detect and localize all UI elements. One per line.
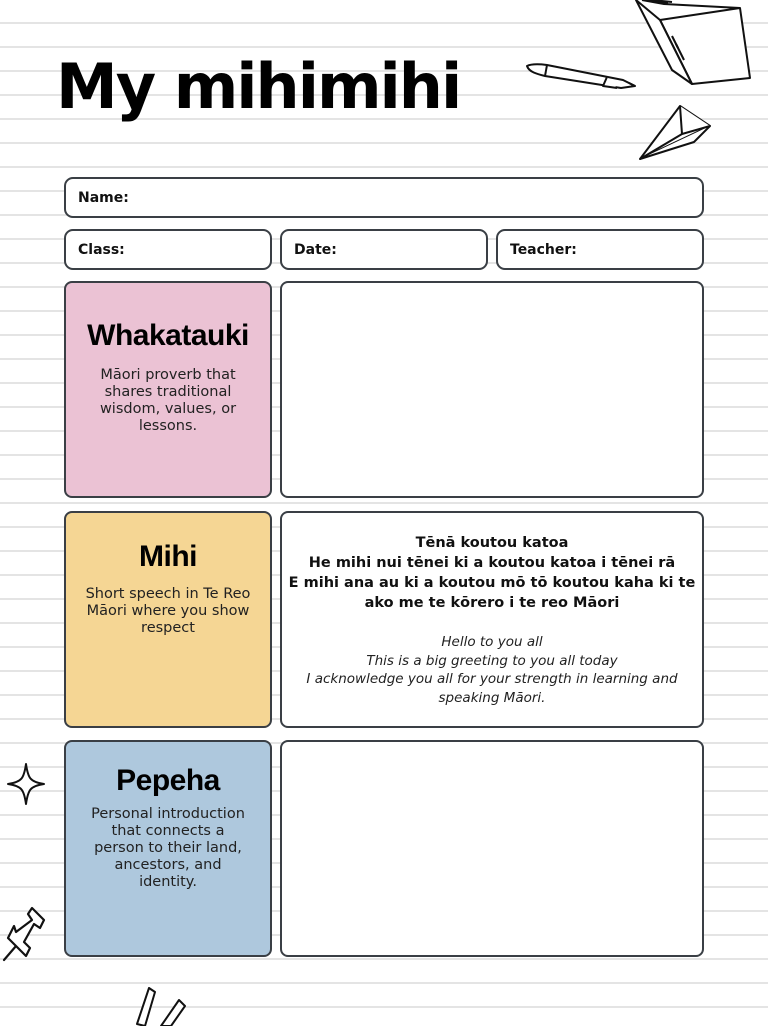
mihi-english-translation [282, 633, 702, 707]
mihi-description: Short speech in Te Reo Māori where you show respect [85, 586, 251, 636]
pepeha-description: Personal introduction that connects a person to their land, ancestors, and identity. [91, 806, 245, 890]
teacher-field[interactable] [496, 229, 704, 270]
name-field[interactable] [64, 177, 704, 218]
pen-icon [525, 62, 637, 94]
mihi-english-line: I acknowledge you all for your strength in learning and [306, 671, 678, 687]
mihi-english-line: Hello to you all [441, 634, 543, 650]
pepeha-answer-box[interactable] [280, 740, 704, 957]
teacher-label: Teacher: [510, 241, 577, 258]
mihi-maori-text [282, 533, 702, 613]
mihi-maori-line: ako me te kōrero i te reo Māori [364, 595, 620, 611]
mihi-example-box [280, 511, 704, 728]
date-label: Date: [294, 241, 337, 258]
mihi-label-box [64, 511, 272, 728]
mihi-english-line: This is a big greeting to you all today [366, 652, 618, 669]
pepeha-label-box [64, 740, 272, 957]
mihi-maori-line: He mihi nui tēnei ki a koutou katoa i tēnei rā [308, 555, 676, 571]
mihi-maori-line: Tēnā koutou katoa [415, 535, 569, 551]
whakatauki-description: Māori proverb that shares traditional wisdom, values, or lessons. [99, 367, 237, 434]
class-field[interactable] [64, 229, 272, 270]
paper-plane-icon [638, 104, 714, 162]
whakatauki-answer-box[interactable] [280, 281, 704, 498]
whakatauki-label-box [64, 281, 272, 498]
date-field[interactable] [280, 229, 488, 270]
mihi-english-line: speaking Māori. [438, 689, 546, 706]
mihi-heading: Mihi [139, 540, 197, 573]
book-icon [632, 0, 757, 90]
sparkle-icon [6, 762, 46, 806]
push-pin-icon [0, 902, 50, 964]
page-title: My mihimihi [56, 50, 461, 123]
name-label: Name: [78, 189, 129, 206]
mihi-maori-line: E mihi ana au ki a koutou mō tō koutou kaha ki te [288, 575, 696, 591]
pencils-icon [135, 986, 190, 1026]
pepeha-heading: Pepeha [116, 764, 220, 797]
class-label: Class: [78, 241, 125, 258]
whakatauki-heading: Whakatauki [87, 319, 249, 352]
